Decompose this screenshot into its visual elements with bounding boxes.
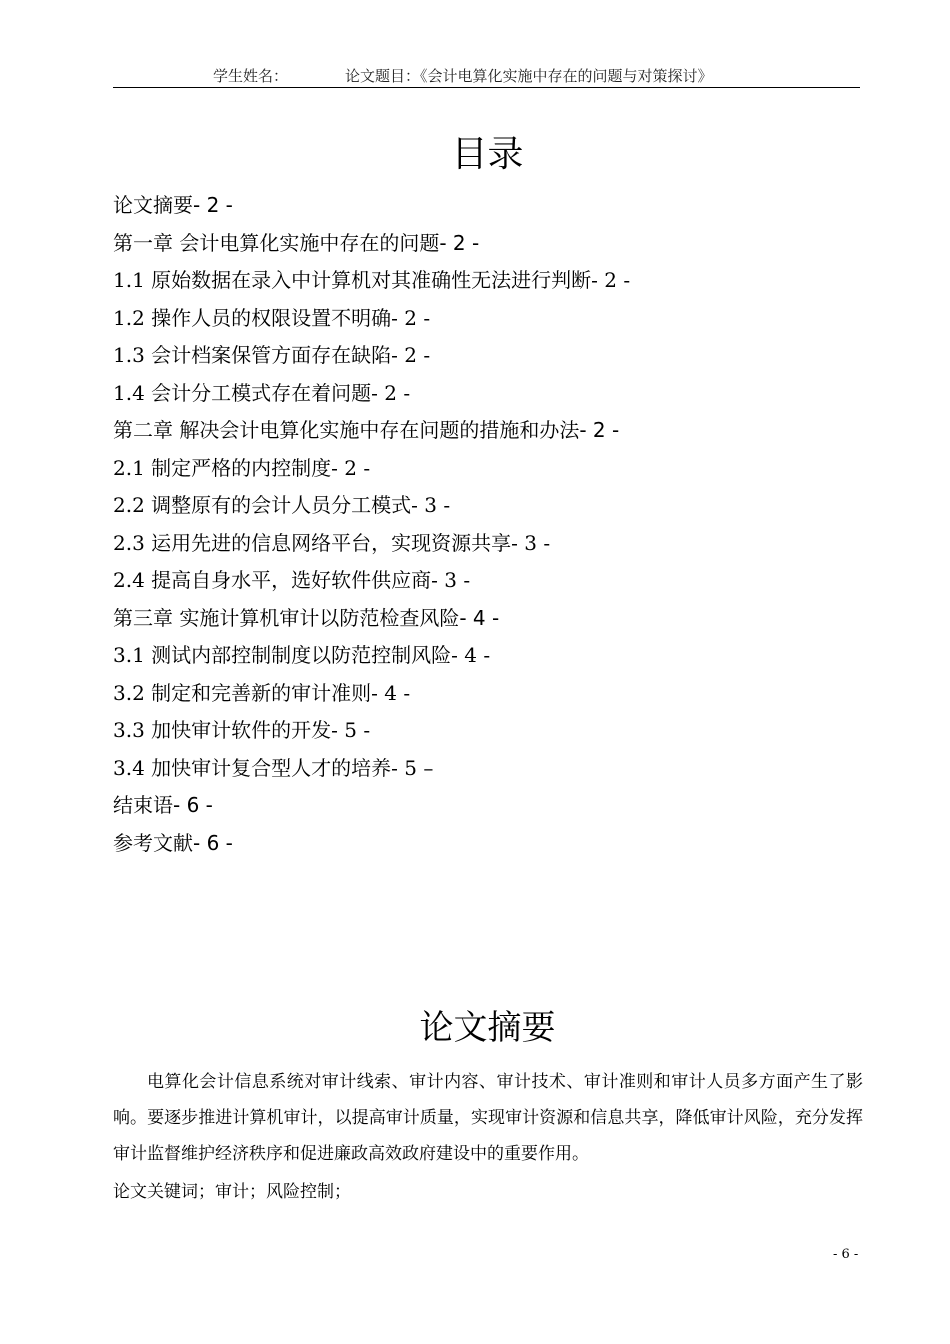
- abstract-body: 电算化会计信息系统对审计线索、审计内容、审计技术、审计准则和审计人员多方面产生了影响。要逐步推进计算机审计，以提高审计质量，实现审计资源和信息共享，降低审计风险，充分发挥审计监督维护经济秩序和促进廉政高效政府建设中的重要作用。: [113, 1072, 863, 1164]
- toc-entry[interactable]: 1.1 原始数据在录入中计算机对其准确性无法进行判断- 2 -: [113, 268, 631, 292]
- toc-entry[interactable]: 2.2 调整原有的会计人员分工模式- 3 -: [113, 493, 451, 517]
- abstract-heading: 论文摘要: [419, 1008, 556, 1048]
- toc-entry[interactable]: 论文摘要- 2 -: [113, 193, 233, 217]
- toc-entry[interactable]: 第二章 解决会计电算化实施中存在问题的措施和办法- 2 -: [113, 418, 620, 442]
- toc-entry[interactable]: 第三章 实施计算机审计以防范检查风险- 4 -: [113, 605, 500, 630]
- page-number: - 6 -: [833, 1247, 859, 1262]
- toc-entry[interactable]: 3.3 加快审计软件的开发- 5 -: [113, 718, 371, 742]
- toc-entry[interactable]: 3.2 制定和完善新的审计准则- 4 -: [113, 680, 411, 705]
- toc-entry[interactable]: 3.4 加快审计复合型人才的培养- 5 –: [113, 755, 434, 780]
- keywords-line: 论文关键词；审计；风险控制；: [113, 1182, 351, 1202]
- toc-heading: 目录: [451, 134, 524, 175]
- page-header: [113, 63, 860, 88]
- toc-entry[interactable]: 2.4 提高自身水平，选好软件供应商- 3 -: [113, 568, 471, 592]
- student-name-label: 学生姓名：: [213, 67, 289, 85]
- toc-entry[interactable]: 第一章 会计电算化实施中存在的问题- 2 -: [113, 230, 480, 255]
- toc-entry[interactable]: 1.4 会计分工模式存在着问题- 2 -: [113, 380, 411, 405]
- thesis-title: 论文题目：《会计电算化实施中存在的问题与对策探讨》: [345, 67, 713, 85]
- table-of-contents: [113, 190, 873, 865]
- toc-entry[interactable]: 2.3 运用先进的信息网络平台，实现资源共享- 3 -: [113, 530, 551, 555]
- toc-entry[interactable]: 1.3 会计档案保管方面存在缺陷- 2 -: [113, 343, 431, 367]
- toc-entry[interactable]: 结束语- 6 -: [113, 793, 213, 817]
- toc-entry[interactable]: 参考文献- 6 -: [113, 830, 233, 855]
- toc-entry[interactable]: 2.1 制定严格的内控制度- 2 -: [113, 455, 371, 480]
- toc-entry[interactable]: 1.2 操作人员的权限设置不明确- 2 -: [113, 305, 431, 330]
- toc-entry[interactable]: 3.1 测试内部控制制度以防范控制风险- 4 -: [113, 643, 491, 667]
